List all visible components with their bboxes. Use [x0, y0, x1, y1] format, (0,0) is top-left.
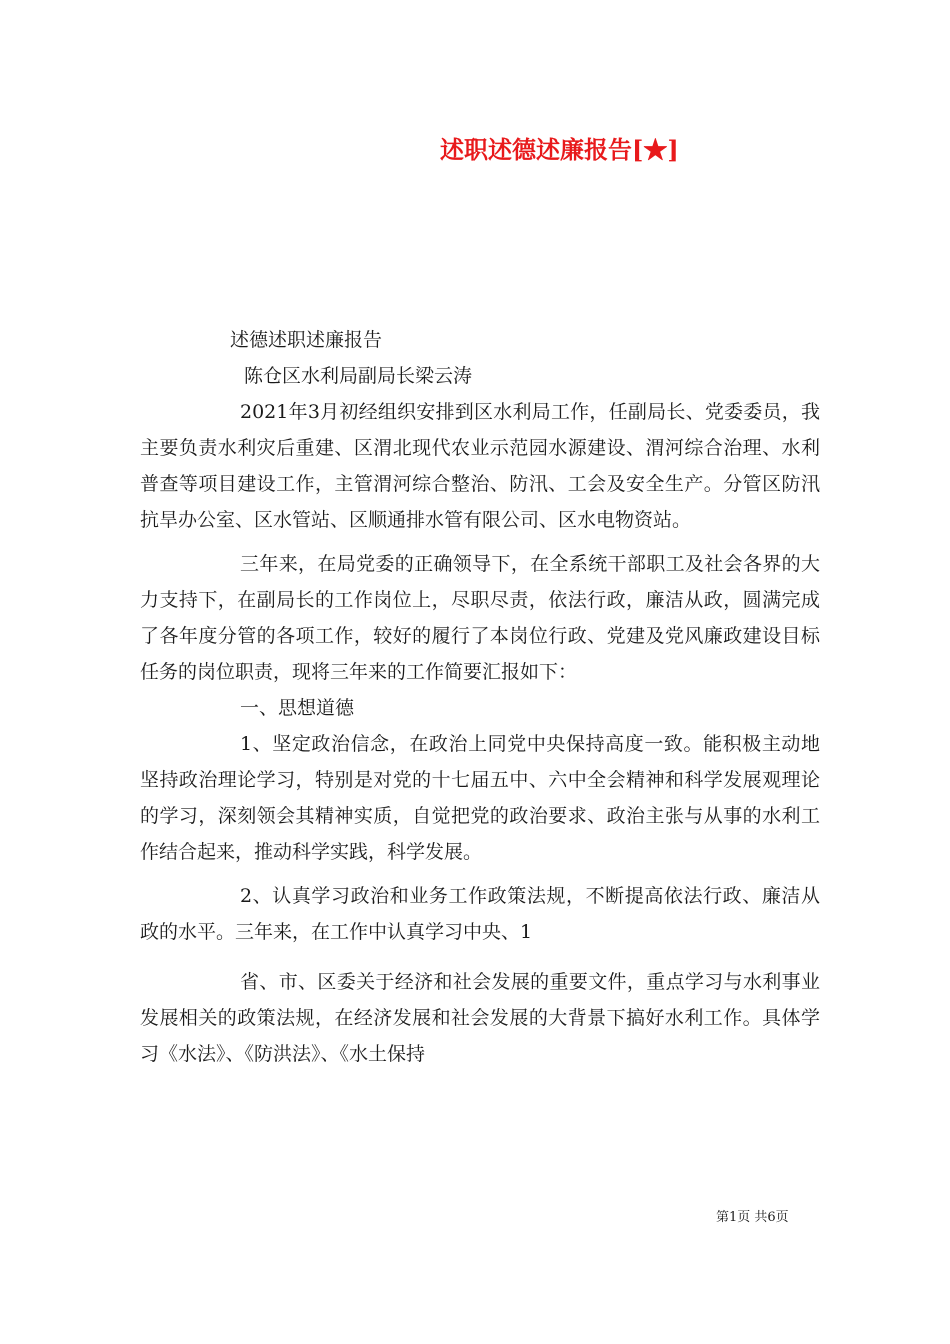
section-heading: 一、思想道德	[240, 697, 355, 719]
paragraph-item-1: 1、坚定政治信念，在政治上同党中央保持高度一致。能积极主动地坚持政治理论学习，特别是对党的十七届五中、六中全会精神和科学发展观理论的学习，深刻领会其精神实质，自觉把党的政治要求、政治主张与从事的水利工作结合起来，推动科学实践，科学发展。	[140, 733, 820, 863]
page-number: 第1页 共6页	[716, 1210, 789, 1225]
paragraph-summary: 三年来，在局党委的正确领导下，在全系统干部职工及社会各界的大力支持下，在副局长的工作岗位上，尽职尽责，依法行政，廉洁从政，圆满完成了各年度分管的各项工作，较好的履行了本岗位行政、党建及党风廉政建设目标任务的岗位职责，现将三年来的工作简要汇报如下：	[140, 553, 820, 683]
paragraph-continued: 省、市、区委关于经济和社会发展的重要文件，重点学习与水利事业发展相关的政策法规，在经济发展和社会发展的大背景下搞好水利工作。具体学习《水法》、《防洪法》、《水土保持	[140, 971, 820, 1065]
author-line: 陈仓区水利局副局长梁云涛	[244, 365, 473, 387]
document-title: 述职述德述廉报告[★]	[440, 135, 679, 164]
paragraph-intro: 2021年3月初经组织安排到区水利局工作，任副局长、党委委员，我主要负责水利灾后重建、区渭北现代农业示范园水源建设、渭河综合治理、水利普查等项目建设工作，主管渭河综合整治、防汛、工会及安全生产。分管区防汛抗旱办公室、区水管站、区顺通排水管有限公司、区水电物资站。	[140, 401, 820, 531]
document-body	[140, 322, 820, 1072]
document-subtitle: 述德述职述廉报告	[230, 329, 383, 351]
paragraph-item-2: 2、认真学习政治和业务工作政策法规，不断提高依法行政、廉洁从政的水平。三年来，在工作中认真学习中央、1	[140, 885, 820, 943]
